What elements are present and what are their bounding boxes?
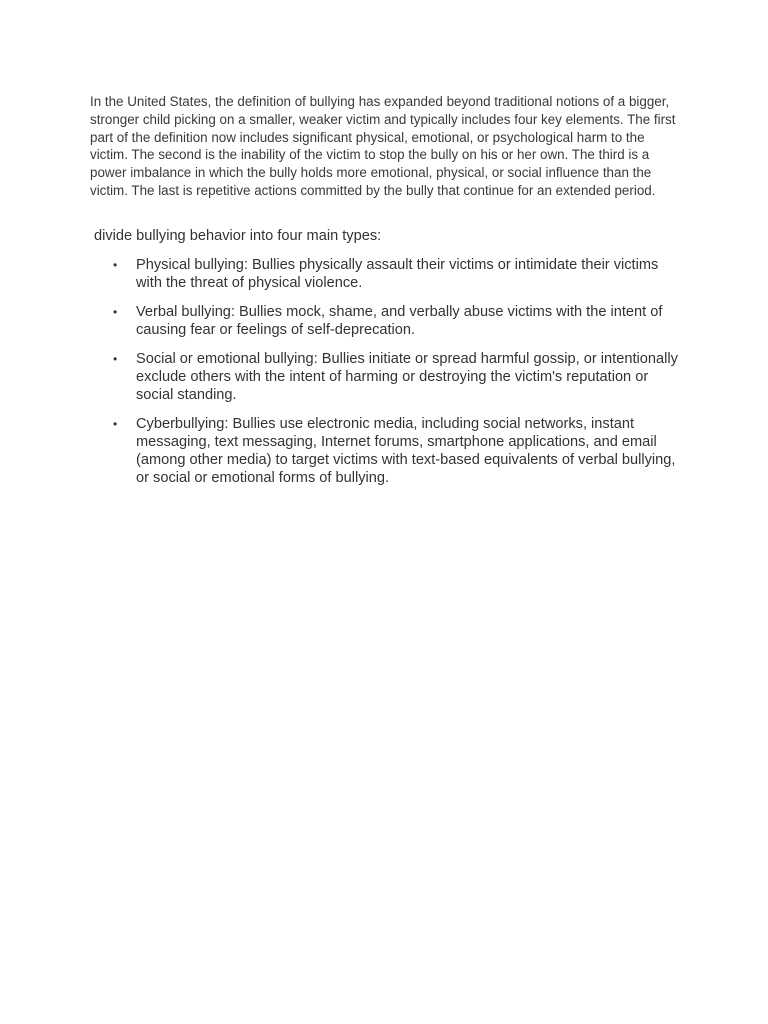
bullet-icon: • [113, 258, 118, 272]
bullet-icon: • [113, 417, 118, 431]
list-item [105, 350, 680, 404]
lead-sentence: divide bullying behavior into four main types: [94, 228, 382, 244]
bullying-types-list [105, 256, 680, 498]
bullet-icon: • [113, 352, 118, 366]
list-item-text: Physical bullying: Bullies physically assault their victims or intimidate their victims with the threat of physical violence. [136, 257, 659, 291]
intro-paragraph: In the United States, the definition of bullying has expanded beyond traditional notions of a bigger, stronger child picking on a smaller, weaker victim and typically includes four key elements. The first part of the definition now includes significant physical, emotional, or psychological harm to the victim. The second is the inability of the victim to stop the bully on his or her own. The third is a power imbalance in which the bully holds more emotional, physical, or social influence than the victim. The last is repetitive actions committed by the bully that continue for an extended period. [90, 94, 676, 198]
list-item-text: Verbal bullying: Bullies mock, shame, and verbally abuse victims with the intent of causing fear or feelings of self-deprecation. [136, 304, 663, 338]
bullet-icon: • [113, 305, 118, 319]
list-item [105, 415, 680, 487]
list-item-text: Social or emotional bullying: Bullies initiate or spread harmful gossip, or intentionally exclude others with the intent of harming or destroying the victim's reputation or social standing. [136, 351, 678, 403]
list-item [105, 303, 680, 339]
list-item [105, 256, 680, 292]
list-item-text: Cyberbullying: Bullies use electronic media, including social networks, instant messaging, text messaging, Internet forums, smartphone applications, and email (among other media) to target victims with text-based equivalents of verbal bullying, or social or emotional forms of bullying. [136, 416, 676, 486]
